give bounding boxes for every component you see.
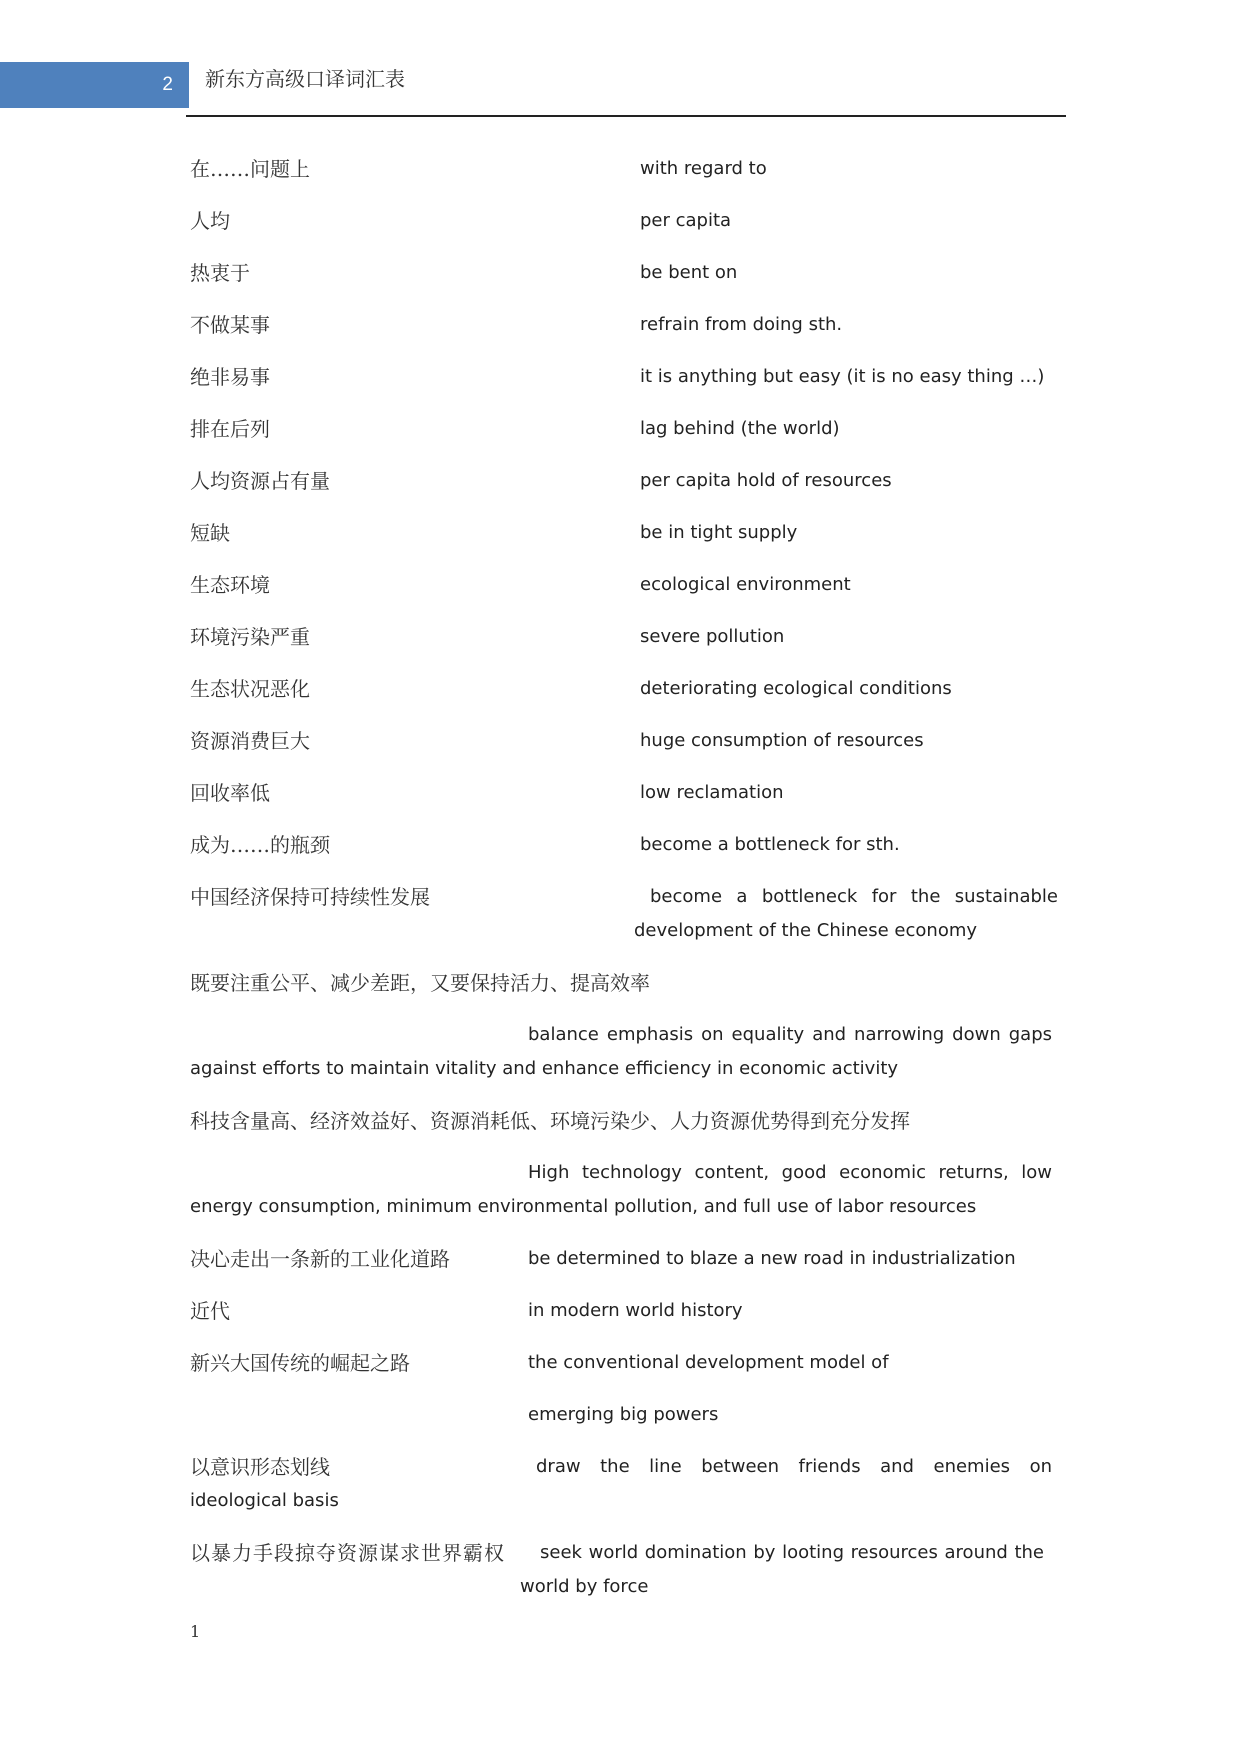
english-translation: low reclamation (640, 782, 784, 803)
header-page-badge (0, 62, 189, 108)
english-translation: per capita hold of resources (640, 470, 892, 491)
footer-page-number: 1 (190, 1622, 201, 1641)
vocab-entry (190, 828, 1060, 880)
english-translation: the conventional development model of emerging big powers (528, 1352, 889, 1425)
english-translation: in modern world history (528, 1300, 743, 1321)
vocab-entry (190, 152, 1060, 204)
chinese-term: 环境污染严重 (190, 625, 310, 649)
chinese-term: 中国经济保持可持续性发展 (190, 885, 430, 909)
chinese-term: 以暴力手段掠夺资源谋求世界霸权 (190, 1541, 505, 1565)
english-translation: become a bottleneck for sth. (640, 834, 900, 855)
vocab-entry (190, 204, 1060, 256)
vocab-entry (190, 412, 1060, 464)
english-translation: balance emphasis on equality and narrowing down gaps against efforts to maintain vitality and enhance efficiency in economic activity (190, 1024, 1052, 1079)
vocab-entry (190, 672, 1060, 724)
chinese-term: 人均资源占有量 (190, 469, 330, 493)
english-translation: be in tight supply (640, 522, 798, 543)
vocab-entry (190, 360, 1060, 412)
english-translation: with regard to (640, 158, 767, 179)
chinese-term: 人均 (190, 209, 230, 233)
english-translation: be determined to blaze a new road in industrialization (528, 1248, 1016, 1269)
chinese-term: 生态状况恶化 (190, 677, 310, 701)
header-page-number: 2 (162, 74, 173, 95)
chinese-term: 以意识形态划线 (190, 1455, 330, 1479)
chinese-term: 排在后列 (190, 417, 270, 441)
chinese-term: 决心走出一条新的工业化道路 (190, 1247, 450, 1271)
chinese-term: 在……问题上 (190, 157, 310, 181)
chinese-term: 热衷于 (190, 261, 250, 285)
vocab-entry (190, 308, 1060, 360)
english-translation: deteriorating ecological conditions (640, 678, 952, 699)
english-translation: High technology content, good economic returns, low energy consumption, minimum environmental pollution, and full use of labor resources (190, 1162, 1052, 1217)
vocab-entry (190, 724, 1060, 776)
vocab-entry (190, 516, 1060, 568)
english-translation: lag behind (the world) (640, 418, 840, 439)
chinese-term: 短缺 (190, 521, 230, 545)
english-translation: seek world domination by looting resources around the world by force (520, 1542, 1044, 1597)
vocab-entry (190, 256, 1060, 308)
english-translation: refrain from doing sth. (640, 314, 843, 335)
english-translation: ecological environment (640, 574, 851, 595)
vocabulary-list (190, 152, 1060, 1622)
vocab-entry (190, 1104, 1060, 1242)
chinese-term: 资源消费巨大 (190, 729, 310, 753)
chinese-term: 成为……的瓶颈 (190, 833, 330, 857)
english-translation: draw the line between friends and enemies on ideological basis (190, 1456, 1052, 1511)
vocab-entry (190, 1536, 1060, 1622)
chinese-term: 绝非易事 (190, 365, 270, 389)
english-translation: become a bottleneck for the sustainable development of the Chinese economy (634, 886, 1058, 941)
vocab-entry (190, 568, 1060, 620)
chinese-term: 科技含量高、经济效益好、资源消耗低、环境污染少、人力资源优势得到充分发挥 (190, 1109, 910, 1133)
header-title: 新东方高级口译词汇表 (205, 67, 405, 91)
vocab-entry (190, 966, 1060, 1104)
english-translation: huge consumption of resources (640, 730, 924, 751)
vocab-entry (190, 880, 1060, 966)
vocab-entry (190, 1450, 1060, 1536)
vocab-entry (190, 776, 1060, 828)
english-translation: per capita (640, 210, 732, 231)
chinese-term: 不做某事 (190, 313, 270, 337)
vocab-entry (190, 620, 1060, 672)
vocab-entry (190, 1242, 1060, 1294)
chinese-term: 近代 (190, 1299, 230, 1323)
english-translation: be bent on (640, 262, 738, 283)
chinese-term: 既要注重公平、减少差距，又要保持活力、提高效率 (190, 971, 650, 995)
vocab-entry (190, 1346, 1060, 1450)
english-translation: severe pollution (640, 626, 785, 647)
chinese-term: 生态环境 (190, 573, 270, 597)
chinese-term: 新兴大国传统的崛起之路 (190, 1351, 410, 1375)
english-translation: it is anything but easy (it is no easy thing …) (640, 366, 1045, 387)
header-divider (186, 115, 1066, 117)
vocab-entry (190, 464, 1060, 516)
chinese-term: 回收率低 (190, 781, 270, 805)
